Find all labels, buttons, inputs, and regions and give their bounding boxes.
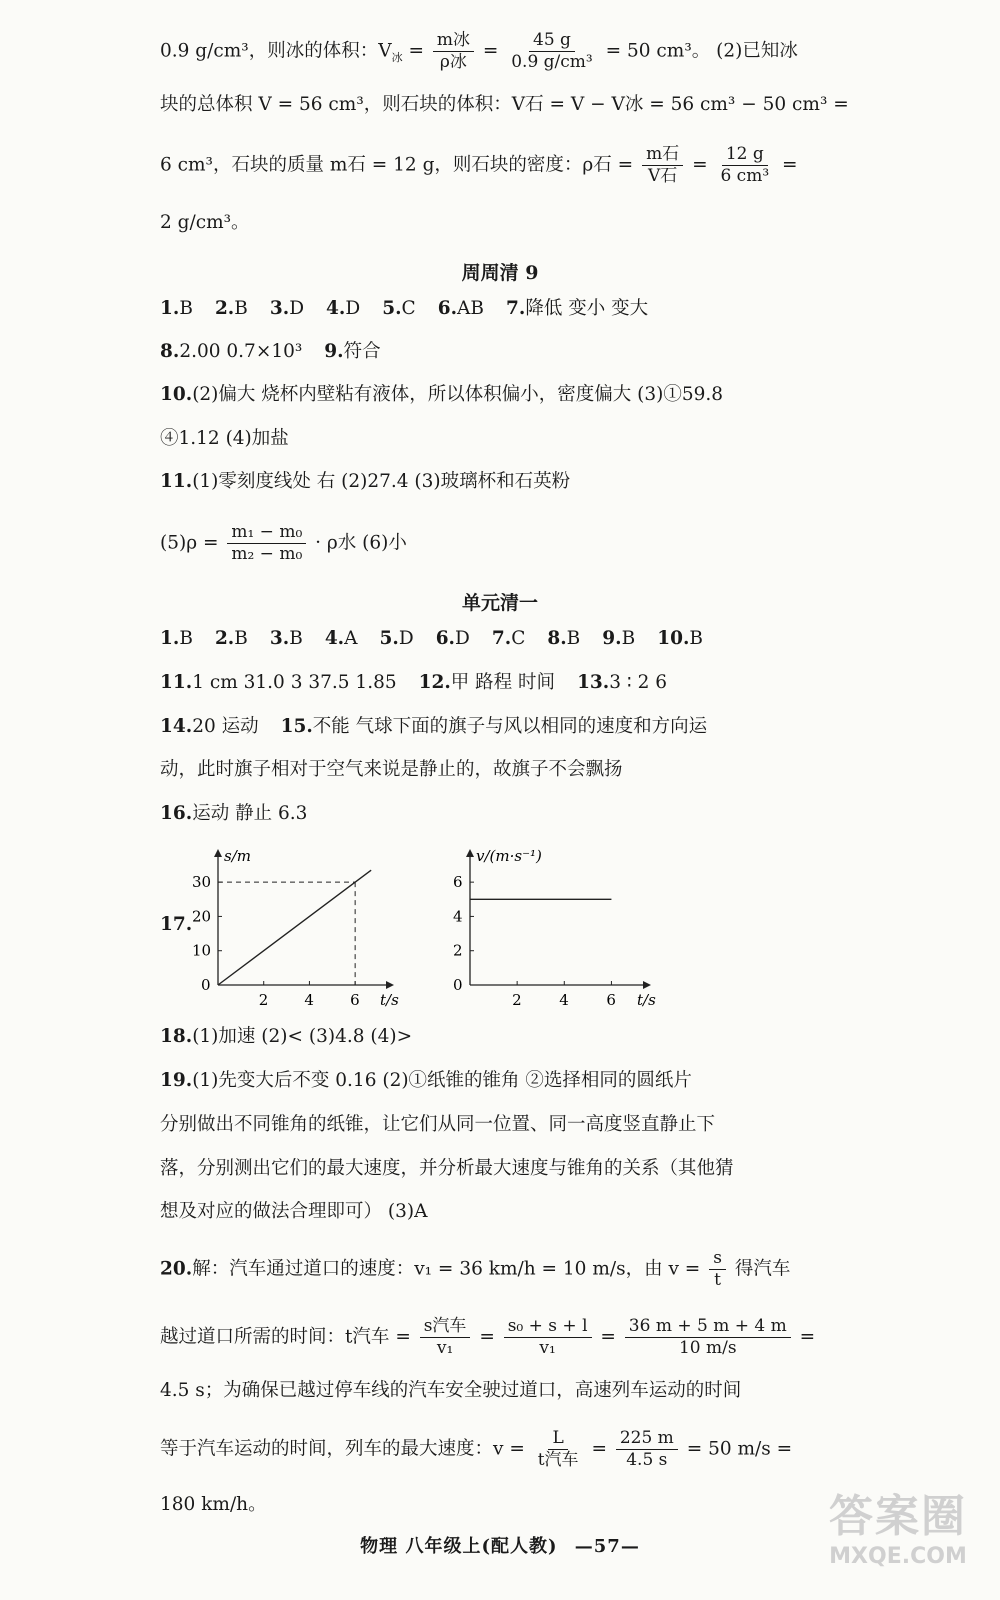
page-footer: 物理 八年级上(配人教) —57— xyxy=(360,1536,640,1557)
answer-line: 11.(1)零刻度线处 右 (2)27.4 (3)玻璃杯和石英粉 xyxy=(160,471,571,492)
answer-text: B xyxy=(234,298,248,319)
answer-text: A xyxy=(344,628,358,649)
answer-number: 3. xyxy=(269,298,290,319)
answer-line: (5)ρ = $\frac{\text{m₁ − m₀}}{\text{m₂ − m₀}}$ · ρ水 (6)小 xyxy=(160,522,407,564)
answer-line: 等于汽车运动的时间，列车的最大速度：v = $\frac{L}{\text{t汽车}}$ = $\frac{225 m}{4.5 s}$ = 50 m/s = xyxy=(160,1428,793,1470)
answer-item xyxy=(270,300,304,319)
answer-line: 动，此时旗子相对于空气来说是静止的，故旗子不会飘扬 xyxy=(160,759,623,780)
answer-line: 18.(1)加速 (2)< (3)4.8 (4)> xyxy=(160,1026,413,1047)
x-tick-label: 2 xyxy=(512,991,522,1009)
answer-item xyxy=(325,630,358,649)
answer-line: 19.(1)先变大后不变 0.16 (2)①纸锥的锥角 ②选择相同的圆纸片 xyxy=(160,1070,692,1091)
y-tick-label: 6 xyxy=(453,873,463,892)
fraction: $\frac{s}{t}$ xyxy=(709,1250,726,1289)
answer-item xyxy=(160,343,302,362)
answer-item xyxy=(602,630,635,649)
answer-text: B xyxy=(234,628,248,649)
answer-line: 落，分别测出它们的最大速度，并分析最大速度与锥角的关系（其他猜 xyxy=(160,1158,734,1179)
answer-text: D xyxy=(455,628,470,649)
s-t-graph xyxy=(190,840,420,1010)
answer-text: D xyxy=(398,628,414,649)
fraction: $\frac{\text{m冰}}{\text{ρ冰}}$ xyxy=(433,32,474,71)
answer-text: 符合 xyxy=(343,341,381,362)
x-tick-label: 2 xyxy=(258,991,269,1009)
answer-number: 10. xyxy=(657,628,690,649)
fraction: $\frac{\text{s₀ + s + l}}{\text{v₁}}$ xyxy=(504,1318,592,1357)
answer-item xyxy=(506,300,648,319)
answer-number: 6. xyxy=(437,298,458,319)
answer-line: 16.运动 静止 6.3 xyxy=(160,803,308,824)
answer-number: 12. xyxy=(418,672,451,693)
y-tick-label: 0 xyxy=(201,976,211,994)
answer-item xyxy=(215,630,248,649)
answer-line: 越过道口所需的时间：t汽车 = $\frac{\text{s汽车}}{\text{v₁}}$ = $\frac{\text{s₀ + s + l}}{\text{v₁}}$ = $\frac{36 m + 5 m + 4 m}{10 m/s}$ = xyxy=(160,1316,816,1358)
answer-number: 13. xyxy=(577,672,610,693)
answer-number: 15. xyxy=(280,716,313,737)
answer-item xyxy=(547,630,580,649)
fraction: $\frac{45 g}{\text{0.9 g/cm³}}$ xyxy=(511,30,593,72)
answer-text: B xyxy=(289,628,303,649)
answer-text: 降低 变小 变大 xyxy=(525,298,649,319)
answer-item xyxy=(324,343,380,362)
answer-line xyxy=(160,343,403,362)
answer-text: D xyxy=(289,298,305,319)
x-tick-label: 6 xyxy=(606,991,616,1009)
y-tick-label: 2 xyxy=(453,941,463,960)
answer-number: 6. xyxy=(435,628,456,649)
fraction: $\frac{12 g}{\text{6 cm³}}$ xyxy=(720,144,770,186)
x-axis-label: t/s xyxy=(380,991,399,1009)
fraction: $\frac{225 m}{4.5 s}$ xyxy=(616,1430,678,1469)
fraction: $\frac{\text{m石}}{\text{V石}}$ xyxy=(642,146,683,185)
answer-number: 5. xyxy=(379,628,399,649)
answer-number: 8. xyxy=(547,628,567,649)
section-title: 周周清 9 xyxy=(461,262,539,284)
x-axis-arrow xyxy=(643,981,651,989)
answer-text: 2.00 0.7×10³ xyxy=(179,341,303,362)
answer-item xyxy=(281,718,708,737)
answer-number: 3. xyxy=(269,628,290,649)
answer-number: 11. xyxy=(160,672,193,693)
fraction: $\frac{36 m + 5 m + 4 m}{10 m/s}$ xyxy=(625,1318,791,1357)
answer-line xyxy=(160,718,729,737)
answer-item xyxy=(160,300,193,319)
answer-item xyxy=(326,300,360,319)
fraction: $\frac{\text{s汽车}}{\text{v₁}}$ xyxy=(420,1318,471,1357)
answer-text: 甲 路程 时间 xyxy=(450,672,556,693)
answer-number: 1. xyxy=(160,628,180,649)
answer-item xyxy=(419,674,555,693)
answer-line: 20.解：汽车通过道口的速度：v₁ = 36 km/h = 10 m/s，由 v = $\frac{s}{t}$ 得汽车 xyxy=(160,1248,791,1290)
y-axis-label: v/(m·s⁻¹) xyxy=(476,847,542,865)
answer-item xyxy=(380,630,414,649)
series-line xyxy=(218,870,371,985)
text-line: 0.9 g/cm³，则冰的体积：$V_冰$ = $\frac{\text{m冰}}{\text{ρ冰}}$ = $\frac{45 g}{\text{0.9 g/cm³}}$ = 50 cm³。 (2)已知冰 xyxy=(160,30,798,72)
y-axis-arrow xyxy=(466,849,474,857)
answer-line: 10.(2)偏大 烧杯内壁粘有液体，所以体积偏小，密度偏大 (3)①59.8 xyxy=(160,384,724,405)
text-line: 2 g/cm³。 xyxy=(160,212,250,233)
section-title: 单元清一 xyxy=(461,592,538,614)
x-tick-label: 4 xyxy=(559,991,569,1009)
answer-text: 不能 气球下面的旗子与风以相同的速度和方向运 xyxy=(312,716,708,737)
answer-line xyxy=(160,630,725,649)
answer-item xyxy=(492,630,525,649)
answer-text: 20 运动 xyxy=(192,716,259,737)
answer-number: 7. xyxy=(506,298,526,319)
answer-text: C xyxy=(401,298,416,319)
x-tick-label: 6 xyxy=(350,991,360,1009)
answer-text: B xyxy=(689,628,704,649)
x-axis-label: t/s xyxy=(637,991,656,1009)
answer-number: 2. xyxy=(214,298,235,319)
answer-number: 5. xyxy=(382,298,402,319)
answer-text: C xyxy=(511,628,526,649)
answer-number: 7. xyxy=(491,628,512,649)
answer-number: 8. xyxy=(160,341,180,362)
answer-text: D xyxy=(345,298,361,319)
answer-number: 14. xyxy=(160,716,193,737)
answer-number: 9. xyxy=(602,628,622,649)
answer-line: 想及对应的做法合理即可） (3)A xyxy=(160,1201,428,1222)
answer-line: ④1.12 (4)加盐 xyxy=(160,428,289,449)
v-t-graph xyxy=(445,840,665,1010)
answer-line: 180 km/h。 xyxy=(160,1494,267,1515)
answer-line: 分别做出不同锥角的纸锥，让它们从同一位置、同一高度竖直静止下 xyxy=(160,1114,716,1135)
watermark-logo: 答案圈 MXQE.COM xyxy=(829,1491,967,1569)
answer-number: 9. xyxy=(324,341,344,362)
answer-item xyxy=(577,674,667,693)
fraction: $\frac{\text{m₁ − m₀}}{\text{m₂ − m₀}}$ xyxy=(227,524,306,563)
text-line: 块的总体积 V = 56 cm³，则石块的体积：V石 = V − V冰 = 56 cm³ − 50 cm³ = xyxy=(160,94,849,115)
answer-item xyxy=(438,300,484,319)
y-axis-label: s/m xyxy=(224,847,251,865)
y-tick-label: 20 xyxy=(192,907,212,926)
x-axis-arrow xyxy=(386,981,394,989)
answer-item xyxy=(436,630,470,649)
y-tick-label: 30 xyxy=(192,873,212,892)
y-tick-label: 0 xyxy=(453,976,463,994)
answer-text: AB xyxy=(457,298,484,319)
fraction: $\frac{L}{\text{t汽车}}$ xyxy=(537,1428,579,1470)
answer-line: 4.5 s；为确保已越过停车线的汽车安全驶过道口，高速列车运动的时间 xyxy=(160,1380,742,1401)
answer-line xyxy=(160,300,670,319)
answer-item xyxy=(382,300,415,319)
x-tick-label: 4 xyxy=(304,991,314,1009)
answer-text: B xyxy=(179,298,193,319)
answer-text: 3 ∶ 2 6 xyxy=(609,672,668,693)
answer-line xyxy=(160,674,689,693)
text-line: 6 cm³，石块的质量 m石 = 12 g，则石块的密度：ρ石 = $\frac{\text{m石}}{\text{V石}}$ = $\frac{12 g}{\text{6 cm³}}$ = xyxy=(160,144,798,186)
answer-number: 4. xyxy=(324,628,345,649)
y-axis-arrow xyxy=(214,849,222,857)
question-number: 17. xyxy=(160,914,193,935)
answer-item xyxy=(160,674,397,693)
answer-text: B xyxy=(621,628,636,649)
page-number: —57— xyxy=(574,1536,640,1557)
answer-text: 1 cm 31.0 3 37.5 1.85 xyxy=(192,672,397,693)
y-tick-label: 10 xyxy=(192,941,212,960)
answer-number: 2. xyxy=(214,628,235,649)
answer-item xyxy=(270,630,303,649)
answer-item xyxy=(160,718,259,737)
answer-number: 4. xyxy=(326,298,346,319)
answer-number: 1. xyxy=(160,298,180,319)
y-tick-label: 4 xyxy=(453,907,463,926)
answer-item xyxy=(215,300,248,319)
answer-item xyxy=(160,630,193,649)
answer-text: B xyxy=(566,628,581,649)
answer-item xyxy=(657,630,703,649)
answer-text: B xyxy=(179,628,193,649)
